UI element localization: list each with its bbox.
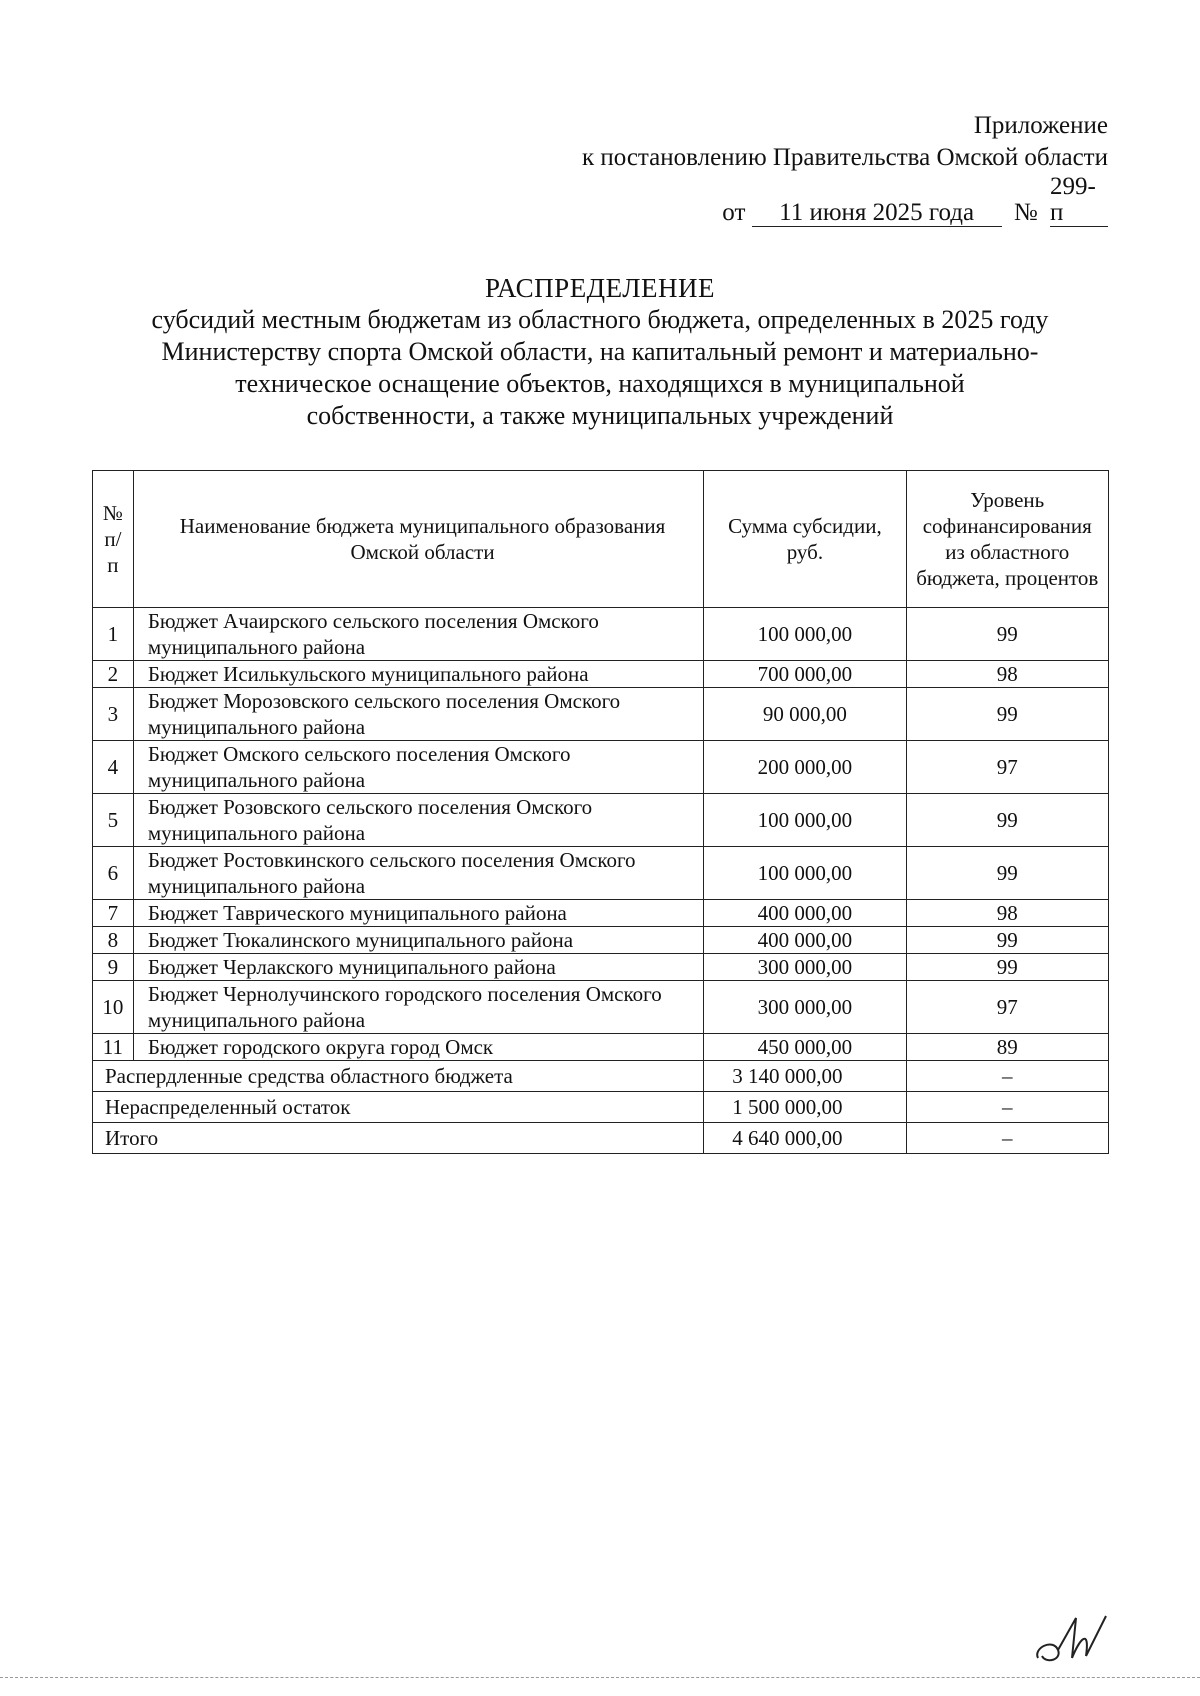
table-row [93, 900, 1109, 927]
appendix-header [408, 110, 1108, 229]
table-row [93, 954, 1109, 981]
totals-sum: 3 140 000,00 [704, 1061, 906, 1092]
table-body [93, 608, 1109, 1061]
row-subsidy-sum: 100 000,00 [704, 847, 906, 900]
row-subsidy-sum: 200 000,00 [704, 741, 906, 794]
table-row [93, 847, 1109, 900]
row-cofinancing-level: 89 [906, 1034, 1108, 1061]
table-header-row [93, 471, 1109, 608]
col-header-name: Наименование бюджета муниципального образования Омской области [133, 471, 703, 608]
col-header-no: № п/п [93, 471, 134, 608]
document-title [90, 272, 1110, 432]
decree-number: 299-п [1050, 174, 1108, 227]
totals-level: – [906, 1092, 1108, 1123]
row-cofinancing-level: 99 [906, 688, 1108, 741]
row-cofinancing-level: 98 [906, 900, 1108, 927]
table-row [93, 794, 1109, 847]
totals-level: – [906, 1123, 1108, 1154]
row-budget-name: Бюджет Чернолучинского городского поселения Омского муниципального района [133, 981, 703, 1034]
table-row [93, 661, 1109, 688]
row-budget-name: Бюджет Омского сельского поселения Омского муниципального района [133, 741, 703, 794]
title-line-3: техническое оснащение объектов, находящихся в муниципальной [235, 369, 965, 398]
row-subsidy-sum: 100 000,00 [704, 794, 906, 847]
table-row [93, 608, 1109, 661]
row-number: 6 [93, 847, 134, 900]
row-cofinancing-level: 99 [906, 847, 1108, 900]
row-cofinancing-level: 99 [906, 927, 1108, 954]
totals-level: – [906, 1061, 1108, 1092]
row-number: 7 [93, 900, 134, 927]
row-number: 11 [93, 1034, 134, 1061]
row-subsidy-sum: 90 000,00 [704, 688, 906, 741]
row-subsidy-sum: 700 000,00 [704, 661, 906, 688]
totals-label: Итого [93, 1123, 704, 1154]
totals-row [93, 1092, 1109, 1123]
row-budget-name: Бюджет Ачаирского сельского поселения Омского муниципального района [133, 608, 703, 661]
row-budget-name: Бюджет Исилькульского муниципального района [133, 661, 703, 688]
row-subsidy-sum: 450 000,00 [704, 1034, 906, 1061]
row-budget-name: Бюджет Тюкалинского муниципального района [133, 927, 703, 954]
table-row [93, 1034, 1109, 1061]
row-cofinancing-level: 99 [906, 608, 1108, 661]
from-prefix: от [722, 199, 746, 226]
totals-label: Распердленные средства областного бюджета [93, 1061, 704, 1092]
row-number: 1 [93, 608, 134, 661]
page-bottom-line [0, 1677, 1200, 1678]
number-sign: № [1013, 199, 1038, 226]
row-number: 8 [93, 927, 134, 954]
appendix-label: Приложение [973, 112, 1108, 139]
signature-mark [1028, 1608, 1118, 1668]
row-cofinancing-level: 97 [906, 741, 1108, 794]
totals-sum: 4 640 000,00 [704, 1123, 906, 1154]
row-cofinancing-level: 98 [906, 661, 1108, 688]
col-header-sum: Сумма субсидии, руб. [704, 471, 906, 608]
row-subsidy-sum: 300 000,00 [704, 981, 906, 1034]
decree-date-line [408, 174, 1108, 229]
row-subsidy-sum: 400 000,00 [704, 927, 906, 954]
row-number: 3 [93, 688, 134, 741]
row-number: 5 [93, 794, 134, 847]
title-line-1: субсидий местным бюджетам из областного бюджета, определенных в 2025 году [151, 305, 1049, 334]
row-budget-name: Бюджет Розовского сельского поселения Омского муниципального района [133, 794, 703, 847]
title-heading: РАСПРЕДЕЛЕНИЕ [484, 273, 716, 303]
row-budget-name: Бюджет Морозовского сельского поселения Омского муниципального района [133, 688, 703, 741]
row-budget-name: Бюджет Таврического муниципального района [133, 900, 703, 927]
table-row [93, 688, 1109, 741]
totals-label: Нераспределенный остаток [93, 1092, 704, 1123]
decree-date: 11 июня 2025 года [752, 200, 1002, 227]
row-cofinancing-level: 99 [906, 954, 1108, 981]
row-subsidy-sum: 300 000,00 [704, 954, 906, 981]
row-number: 9 [93, 954, 134, 981]
table-row [93, 981, 1109, 1034]
row-budget-name: Бюджет городского округа город Омск [133, 1034, 703, 1061]
row-number: 10 [93, 981, 134, 1034]
decree-reference: к постановлению Правительства Омской области [581, 144, 1108, 171]
totals-row [93, 1061, 1109, 1092]
col-header-level: Уровень софинансирования из областного бюджета, процентов [906, 471, 1108, 608]
distribution-table [92, 470, 1109, 1154]
row-budget-name: Бюджет Ростовкинского сельского поселения Омского муниципального района [133, 847, 703, 900]
totals-row [93, 1123, 1109, 1154]
row-number: 4 [93, 741, 134, 794]
row-cofinancing-level: 99 [906, 794, 1108, 847]
table-row [93, 927, 1109, 954]
table-row [93, 741, 1109, 794]
row-number: 2 [93, 661, 134, 688]
title-line-2: Министерству спорта Омской области, на капитальный ремонт и материально- [161, 337, 1039, 366]
row-subsidy-sum: 100 000,00 [704, 608, 906, 661]
row-subsidy-sum: 400 000,00 [704, 900, 906, 927]
row-cofinancing-level: 97 [906, 981, 1108, 1034]
totals-sum: 1 500 000,00 [704, 1092, 906, 1123]
title-line-4: собственности, а также муниципальных учреждений [306, 401, 894, 430]
row-budget-name: Бюджет Черлакского муниципального района [133, 954, 703, 981]
table-totals [93, 1061, 1109, 1154]
